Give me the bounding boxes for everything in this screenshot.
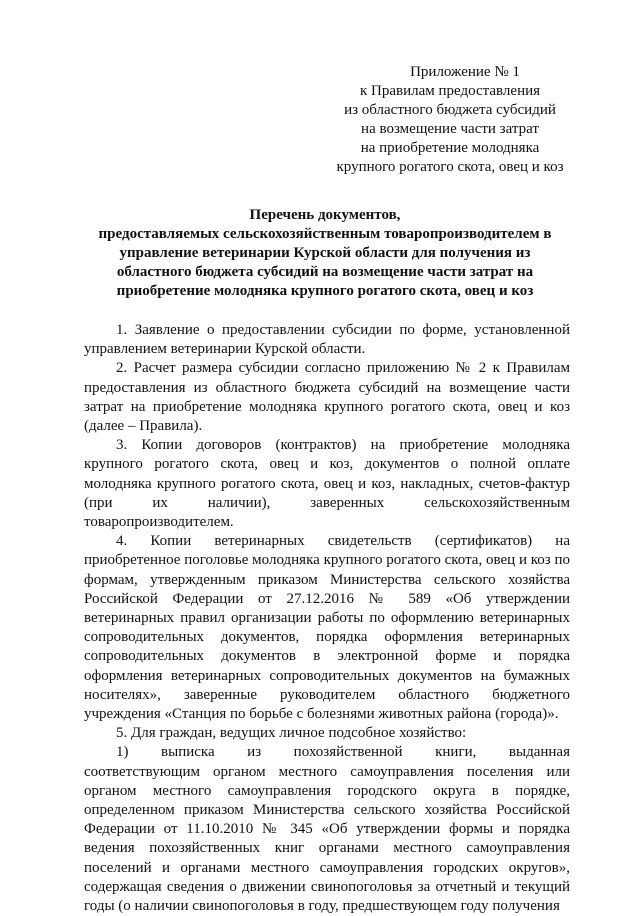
list-item: 5. Для граждан, ведущих личное подсобное хозяйство: <box>116 725 467 742</box>
document-title <box>80 206 570 301</box>
appendix-line: из областного бюджета субсидий <box>344 102 556 118</box>
subitem-first-line: 1) выписка из похозяйственной книги, выданная <box>116 744 570 761</box>
title-line: приобретение молодняка крупного рогатого скота, овец и коз <box>116 283 534 299</box>
appendix-line: к Правилам предоставления <box>359 83 541 99</box>
subitem-text: соответствующим органом местного самоуправления поселения или органом местного самоуправления городского округа в порядке, определенном приказом Министерства сельского хозяйства Российской Федерации от 11.10.2010 № 345 «Об утверждении формы и порядка ведения похозяйственных книг органами местного самоуправления поселений и органами местного самоуправления городских округов», содержащая сведения о движении свинопоголовья за отчетный и текущий годы (о наличии свинопоголовья в году, предшествующем году получения <box>84 763 570 915</box>
appendix-header <box>300 63 600 177</box>
appendix-line: крупного рогатого скота, овец и коз <box>336 159 564 175</box>
appendix-line: на возмещение части затрат <box>361 121 539 137</box>
title-line: управление ветеринарии Курской области для получения из <box>119 245 531 261</box>
title-line: Перечень документов, <box>249 207 401 223</box>
document-body <box>84 321 570 916</box>
list-item: 4. Копии ветеринарных свидетельств (сертификатов) на приобретенное поголовье молодняка крупного рогатого скота, овец и коз по формам, утвержденным приказом Министерства сельского хозяйства Российской Федерации от 27.12.2016 № 589 «Об утверждении ветеринарных правил организации работы по оформлению ветеринарных сопроводительных документов, порядка оформления ветеринарных сопроводительных документов в электронной форме и порядка оформления ветеринарных сопроводительных документов на бумажных носителях», заверенные руководителем областного бюджетного учреждения «Станция по борьбе с болезнями животных района (города)». <box>84 533 570 723</box>
list-item: 3. Копии договоров (контрактов) на приобретение молодняка крупного рогатого скота, овец и коз, документов о полной оплате молодняка крупного рогатого скота, овец и коз, накладных, счетов-фактур (при их наличии), заверенных сельскохозяйственным товаропроизводителем. <box>84 437 570 531</box>
list-item: 1. Заявление о предоставлении субсидии по форме, установленной управлением ветеринарии Курской области. <box>84 322 570 358</box>
title-line: предоставляемых сельскохозяйственным товаропроизводителем в <box>98 226 552 242</box>
appendix-number: Приложение № 1 <box>410 64 520 80</box>
title-line: областного бюджета субсидий на возмещение части затрат на <box>116 264 534 280</box>
appendix-line: на приобретение молодняка <box>360 140 540 156</box>
list-item: 2. Расчет размера субсидии согласно приложению № 2 к Правилам предоставления из областного бюджета субсидий на возмещение части затрат на приобретение молодняка крупного рогатого скота, овец и коз (далее – Правила). <box>84 360 570 435</box>
